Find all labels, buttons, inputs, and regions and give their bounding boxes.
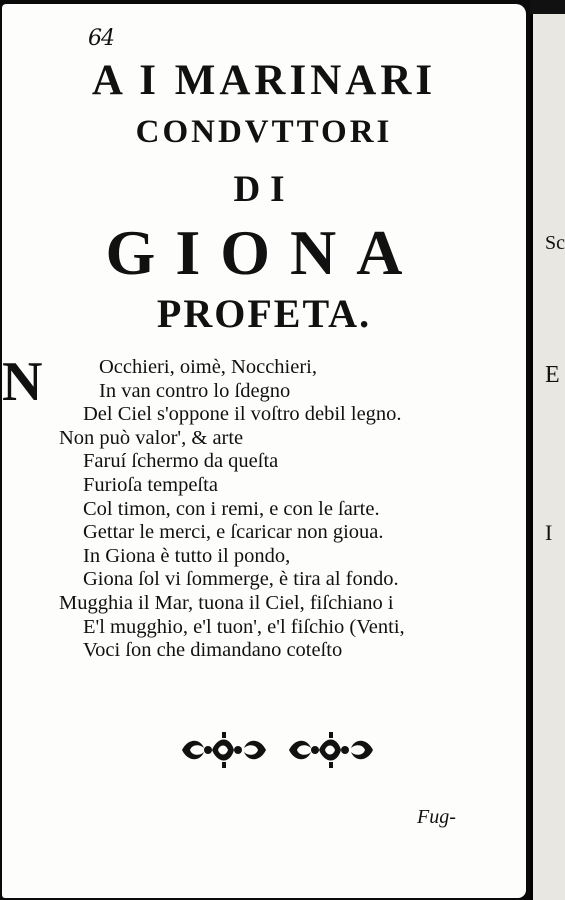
facing-page-fragment: I xyxy=(545,520,553,545)
verse-line: In van contro lo ſdegno xyxy=(99,379,291,402)
catchword: Fug- xyxy=(417,806,456,828)
verse-line: E'l mugghio, e'l tuon', e'l fiſchio (Venti, xyxy=(83,615,405,638)
left-page xyxy=(2,4,526,898)
fleuron-ornament-left xyxy=(178,730,270,770)
verse-line: Mugghia il Mar, tuona il Ciel, fiſchiano i xyxy=(59,591,394,614)
verse-line: Gettar le merci, e ſcaricar non gioua. xyxy=(83,521,384,544)
verse-line: In Giona è tutto il pondo, xyxy=(83,544,291,567)
facing-page-edge xyxy=(530,0,565,900)
title-line-5: PROFETA. xyxy=(156,291,372,336)
verse-line: Voci ſon che dimandano coteſto xyxy=(83,639,343,662)
facing-page-fragment: Sc xyxy=(545,232,565,254)
verse-line: Non può valor', & arte xyxy=(59,426,244,449)
facing-page-fragment: E xyxy=(545,362,560,388)
verse-line: Giona ſol vi ſommerge, è tira al fondo. xyxy=(83,568,399,591)
title-line-3: DI xyxy=(233,169,295,210)
verse-line: Occhieri, oimè, Nocchieri, xyxy=(99,356,318,378)
drop-cap: N xyxy=(2,351,43,413)
page-gutter-shadow xyxy=(530,0,565,14)
page-number: 64 xyxy=(88,26,114,51)
title-line-2: CONDVTTORI xyxy=(135,114,393,150)
verse-line: Del Ciel s'oppone il voſtro debil legno. xyxy=(83,403,402,426)
title-line-1: A I MARINARI xyxy=(91,57,437,104)
fleuron-ornament-right xyxy=(285,730,377,770)
verse-line: Furioſa tempeſta xyxy=(83,473,218,496)
verse-line: Col timon, con i remi, e con le ſarte. xyxy=(83,497,380,520)
poem-text xyxy=(59,356,519,663)
verse-line: Faruí ſchermo da queſta xyxy=(83,450,279,473)
title-line-4: GIONA xyxy=(105,217,423,288)
